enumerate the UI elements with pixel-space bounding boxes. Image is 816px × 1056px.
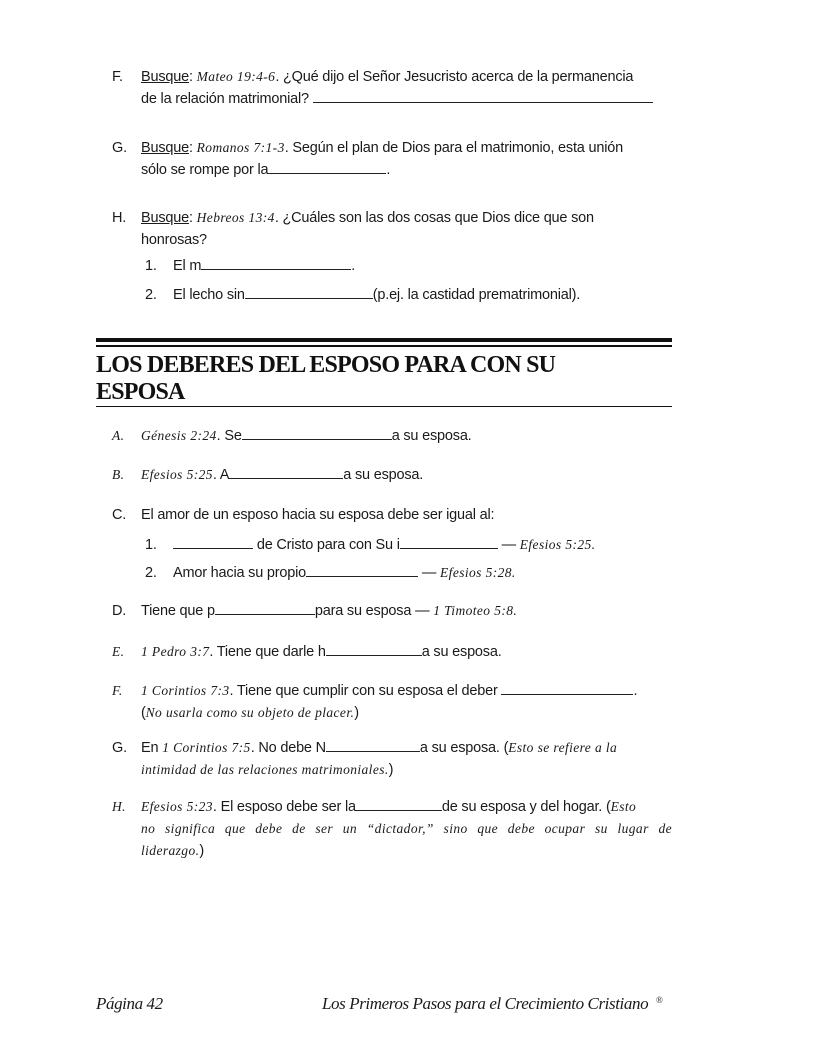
dash: — — [421, 565, 437, 581]
answer-blank[interactable] — [326, 641, 422, 656]
sub-number: 2. — [145, 565, 157, 581]
punctuation: . — [633, 683, 638, 699]
dash: — — [501, 537, 516, 553]
item-text: En — [141, 740, 159, 756]
item-marker: H. — [112, 210, 127, 226]
item-text-after: a su esposa. — [421, 644, 502, 660]
sub-text: Amor hacia su propio — [173, 565, 307, 581]
scripture-ref: Efesios 5:25. — [519, 537, 596, 552]
answer-blank[interactable] — [501, 680, 633, 695]
item-marker: F. — [112, 69, 123, 85]
book-title: Los Primeros Pasos para el Crecimiento Cristiano — [322, 994, 649, 1013]
item-text-after: a su esposa. — [343, 467, 424, 483]
section-heading — [96, 352, 672, 407]
sub-number: 1. — [145, 537, 157, 553]
question-text-cont: honrosas? — [141, 232, 207, 248]
answer-blank[interactable] — [201, 255, 351, 270]
answer-blank[interactable] — [173, 534, 253, 549]
scripture-ref: Mateo 19:4-6 — [196, 69, 276, 84]
registered-mark: ® — [656, 995, 663, 1005]
footer-book-title — [322, 994, 662, 1014]
paren: ) — [388, 762, 394, 778]
answer-blank[interactable] — [242, 425, 392, 440]
scripture-ref: 1 Corintios 7:5 — [162, 740, 251, 755]
section-rule-thin — [96, 345, 672, 347]
scripture-ref: Hebreos 13:4 — [196, 210, 275, 225]
scripture-ref: Romanos 7:1-3 — [196, 140, 285, 155]
answer-blank[interactable] — [326, 737, 420, 752]
note-text: Esto se refiere a la — [508, 740, 618, 755]
item-text: Se — [224, 428, 242, 444]
sub-item-c1 — [145, 534, 595, 556]
sub-number: 2. — [145, 287, 157, 303]
answer-blank[interactable] — [306, 562, 418, 577]
note-text-cont: no significa que debe de ser un “dictador,” sino que debe ocupar su lugar de — [141, 821, 672, 836]
scripture-ref: Génesis 2:24 — [141, 428, 217, 443]
paren: ) — [199, 843, 205, 859]
answer-blank[interactable] — [268, 159, 386, 174]
busque-label: Busque — [141, 69, 189, 85]
item-text: No debe N — [258, 740, 326, 756]
note-text: No usarla como su objeto de placer. — [145, 705, 355, 720]
answer-blank[interactable] — [229, 464, 343, 479]
item-marker: H. — [112, 799, 126, 814]
item-marker: B. — [112, 467, 125, 482]
answer-blank[interactable] — [245, 284, 373, 299]
item-marker: A. — [112, 428, 125, 443]
question-text: ¿Cuáles son las dos cosas que Dios dice que son — [282, 210, 594, 226]
item-marker: G. — [112, 140, 127, 156]
scripture-ref: 1 Timoteo 5:8. — [433, 603, 518, 618]
scripture-ref: Efesios 5:28. — [440, 565, 516, 580]
sub-item-h2 — [145, 284, 580, 306]
note-text-cont: intimidad de las relaciones matrimoniales. — [141, 762, 389, 777]
dash: — — [415, 603, 430, 619]
scripture-ref: Efesios 5:23 — [141, 799, 213, 814]
sub-number: 1. — [145, 258, 157, 274]
answer-blank[interactable] — [400, 534, 498, 549]
item-text-after: para su esposa — [314, 603, 412, 619]
busque-label: Busque — [141, 210, 189, 226]
paren: ( — [605, 799, 611, 815]
paren: ) — [354, 705, 359, 721]
item-marker: F. — [112, 683, 123, 698]
item-marker: E. — [112, 644, 125, 659]
item-text: Tiene que cumplir con su esposa el deber — [236, 683, 498, 699]
item-marker: C. — [112, 507, 127, 523]
busque-label: Busque — [141, 140, 189, 156]
paren: ( — [141, 705, 146, 721]
item-text: Tiene que darle h — [216, 644, 326, 660]
punctuation: . — [351, 258, 356, 274]
item-text-after: de su esposa y del hogar. — [441, 799, 603, 815]
question-text: Según el plan de Dios para el matrimonio, esta unión — [292, 140, 623, 156]
item-text: El esposo debe ser la — [220, 799, 356, 815]
sub-text: El lecho sin — [173, 287, 245, 303]
scripture-ref: 1 Pedro 3:7 — [141, 644, 210, 659]
item-marker: D. — [112, 603, 127, 619]
note-text: Esto — [610, 799, 637, 814]
question-text-cont: de la relación matrimonial? — [141, 91, 309, 107]
sub-item-c2 — [145, 562, 516, 584]
item-marker: G. — [112, 740, 127, 756]
scripture-ref: Efesios 5:25 — [141, 467, 213, 482]
item-text-after: a su esposa. — [391, 428, 472, 444]
question-text: ¿Qué dijo el Señor Jesucristo acerca de la permanencia — [282, 69, 634, 85]
item-text: El amor de un esposo hacia su esposa debe ser igual al: — [141, 507, 495, 523]
footer-page-number: Página 42 — [96, 994, 163, 1013]
sub-text: El m — [173, 258, 202, 274]
answer-blank[interactable] — [215, 600, 315, 615]
sub-text-after: (p.ej. la castidad prematrimonial). — [372, 287, 581, 303]
sub-text: de Cristo para con Su i — [256, 537, 400, 553]
item-text-after: a su esposa. — [419, 740, 500, 756]
punctuation: . — [386, 162, 391, 178]
paren: ( — [503, 740, 509, 756]
heading-line-2: ESPOSA — [96, 379, 672, 407]
answer-blank[interactable] — [356, 796, 442, 811]
scripture-ref: 1 Corintios 7:3 — [141, 683, 230, 698]
sub-item-h1 — [145, 255, 355, 277]
heading-line-1: LOS DEBERES DEL ESPOSO PARA CON SU — [96, 352, 556, 378]
item-text: A — [219, 467, 230, 483]
answer-blank[interactable] — [313, 88, 653, 103]
item-text: Tiene que p — [141, 603, 215, 619]
note-text-end: liderazgo. — [141, 843, 200, 858]
section-rule-thick — [96, 338, 672, 342]
question-text-cont: sólo se rompe por la — [141, 162, 269, 178]
